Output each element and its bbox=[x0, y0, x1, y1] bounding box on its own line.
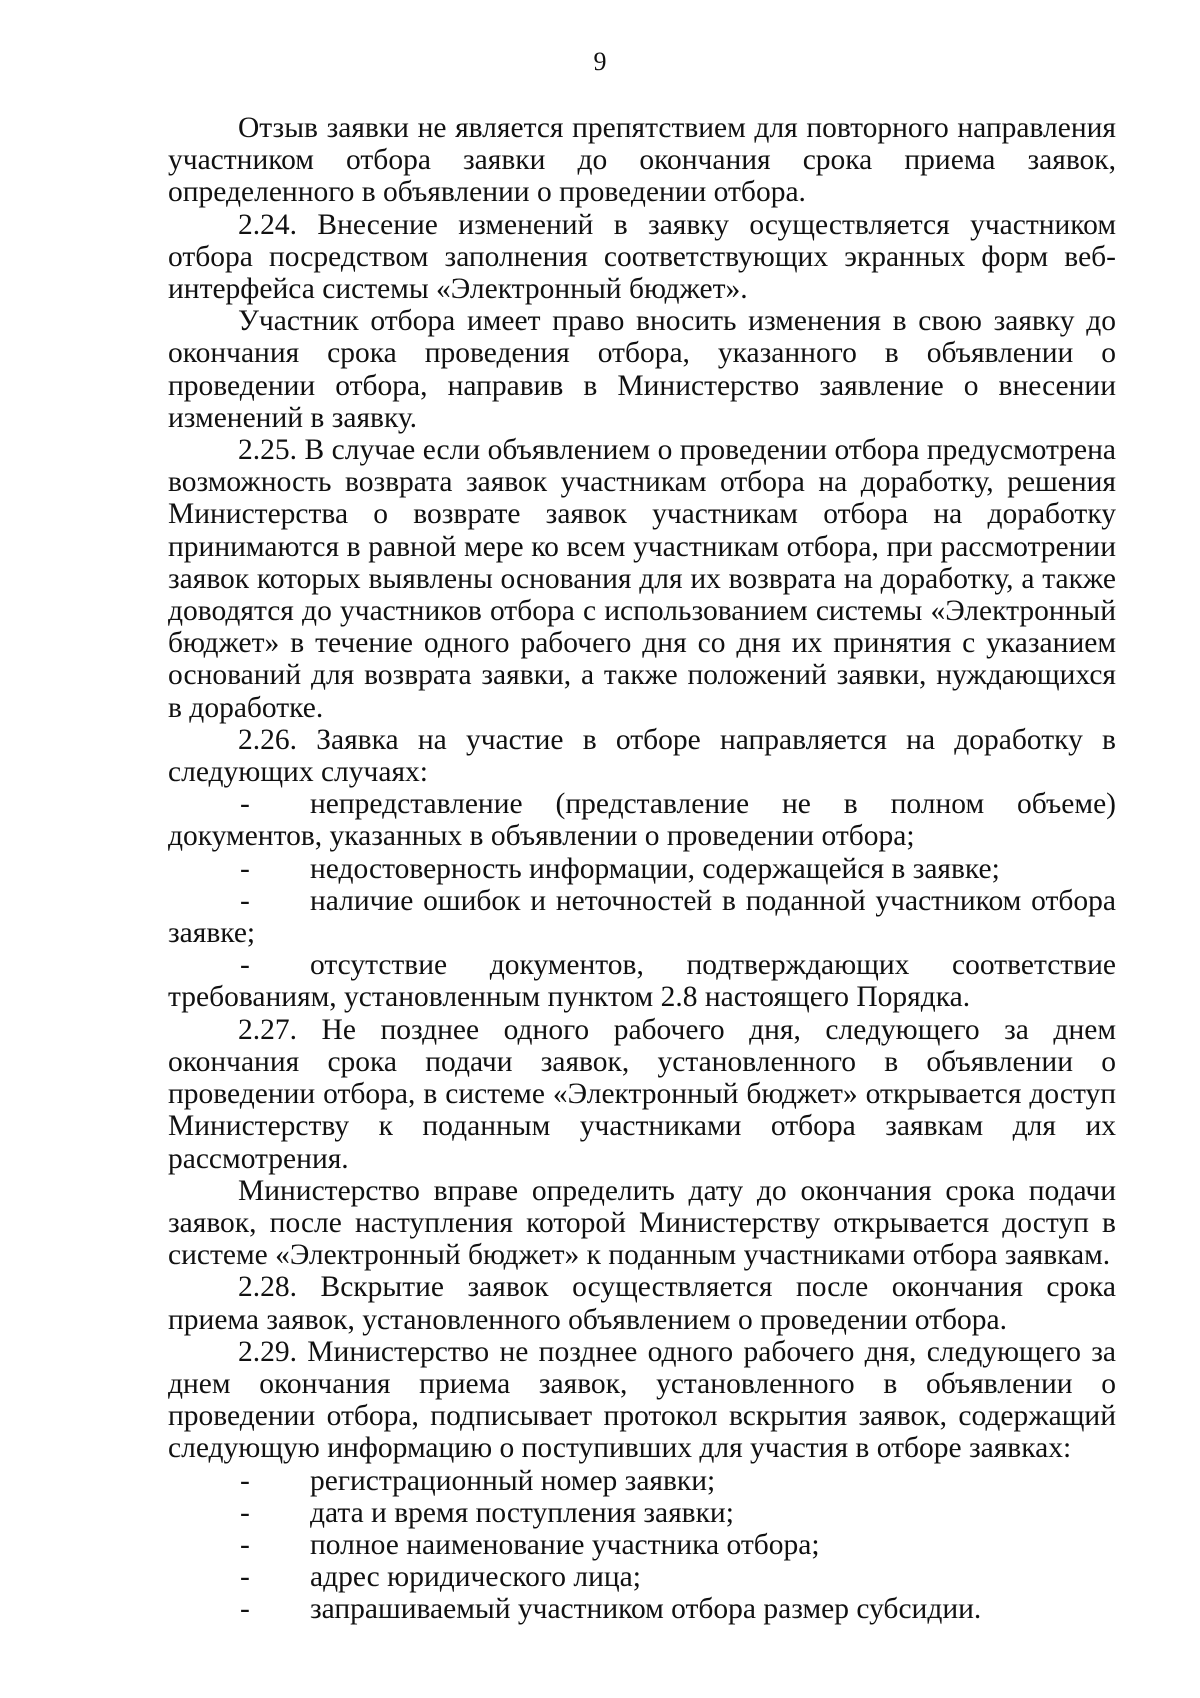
list-item-text: недостоверность информации, содержащейся в заявке; bbox=[310, 852, 1000, 885]
dash-marker: - bbox=[240, 1593, 250, 1626]
paragraph-2-27: 2.27. Не позднее одного рабочего дня, следующего за днем окончания срока подачи заявок, установленного в объявлении о проведении отбора, в системе «Электронный бюджет» открывается доступ Министерству к поданным участниками отбора заявкам для их рассмотрения. bbox=[168, 1013, 1116, 1175]
list-item bbox=[168, 1497, 1116, 1529]
list-item-text: адрес юридического лица; bbox=[310, 1561, 641, 1594]
list-item bbox=[168, 949, 1116, 1013]
paragraph-2-29: 2.29. Министерство не позднее одного рабочего дня, следующего за днем окончания приема заявок, установленного в объявлении о проведении отбора, подписывает протокол вскрытия заявок, содержащий следующую информацию о поступивших для участия в отборе заявках: bbox=[168, 1335, 1116, 1465]
paragraph-2-25: 2.25. В случае если объявлением о проведении отбора предусмотрена возможность возврата заявок участникам отбора на доработку, решения Министерства о возврате заявок участникам отбора на доработку принимаются в равной мере ко всем участникам отбора, при рассмотрении заявок которых выявлены основания для их возврата на доработку, а также доводятся до участников отбора с использованием системы «Электронный бюджет» в течение одного рабочего дня со дня их принятия с указанием оснований для возврата заявки, а также положений заявки, нуждающихся в доработке. bbox=[168, 434, 1116, 724]
list-item bbox=[168, 788, 1116, 852]
list-item bbox=[168, 885, 1116, 949]
list-item-text: отсутствие документов, подтверждающих соответствие требованиям, установленным пунктом 2.8 настоящего Порядка. bbox=[168, 949, 1116, 1014]
list-item bbox=[168, 1593, 1116, 1625]
dash-marker: - bbox=[240, 1464, 250, 1497]
dash-marker: - bbox=[240, 1561, 250, 1594]
paragraph-2-28: 2.28. Вскрытие заявок осуществляется после окончания срока приема заявок, установленного объявлением о проведении отбора. bbox=[168, 1271, 1116, 1336]
list-item-text: регистрационный номер заявки; bbox=[310, 1464, 716, 1497]
dash-marker: - bbox=[240, 788, 250, 821]
paragraph-2-24: 2.24. Внесение изменений в заявку осуществляется участником отбора посредством заполнения соответствующих экранных форм веб-интерфейса системы «Электронный бюджет». bbox=[168, 208, 1116, 306]
page-number: 9 bbox=[593, 47, 607, 76]
list-item bbox=[168, 1465, 1116, 1497]
list-item-text: запрашиваемый участником отбора размер субсидии. bbox=[310, 1593, 982, 1626]
list-item-text: непредставление (представление не в полном объеме) документов, указанных в объявлении о проведении отбора; bbox=[168, 788, 1116, 853]
document-body bbox=[168, 112, 1116, 1626]
list-item-text: дата и время поступления заявки; bbox=[310, 1496, 734, 1529]
dash-marker: - bbox=[240, 884, 250, 917]
list-item bbox=[168, 1529, 1116, 1561]
list-item bbox=[168, 1561, 1116, 1593]
dash-marker: - bbox=[240, 949, 250, 982]
paragraph-2-26: 2.26. Заявка на участие в отборе направляется на доработку в следующих случаях: bbox=[168, 723, 1116, 789]
dash-marker: - bbox=[240, 852, 250, 885]
dash-marker: - bbox=[240, 1528, 250, 1561]
paragraph-ministry-date: Министерство вправе определить дату до окончания срока подачи заявок, после наступления которой Министерству открывается доступ в системе «Электронный бюджет» к поданным участниками отбора заявкам. bbox=[168, 1174, 1116, 1272]
list-item-text: наличие ошибок и неточностей в поданной участником отбора заявке; bbox=[168, 884, 1116, 950]
list-item-text: полное наименование участника отбора; bbox=[310, 1528, 820, 1561]
paragraph-changes-right: Участник отбора имеет право вносить изменения в свою заявку до окончания срока проведения отбора, указанного в объявлении о проведении отбора, направив в Министерство заявление о внесении изменений в заявку. bbox=[168, 305, 1116, 434]
dash-marker: - bbox=[240, 1496, 250, 1529]
paragraph-withdrawal: Отзыв заявки не является препятствием для повторного направления участником отбора заявки до окончания срока приема заявок, определенного в объявлении о проведении отбора. bbox=[168, 112, 1116, 209]
list-item bbox=[168, 853, 1116, 885]
